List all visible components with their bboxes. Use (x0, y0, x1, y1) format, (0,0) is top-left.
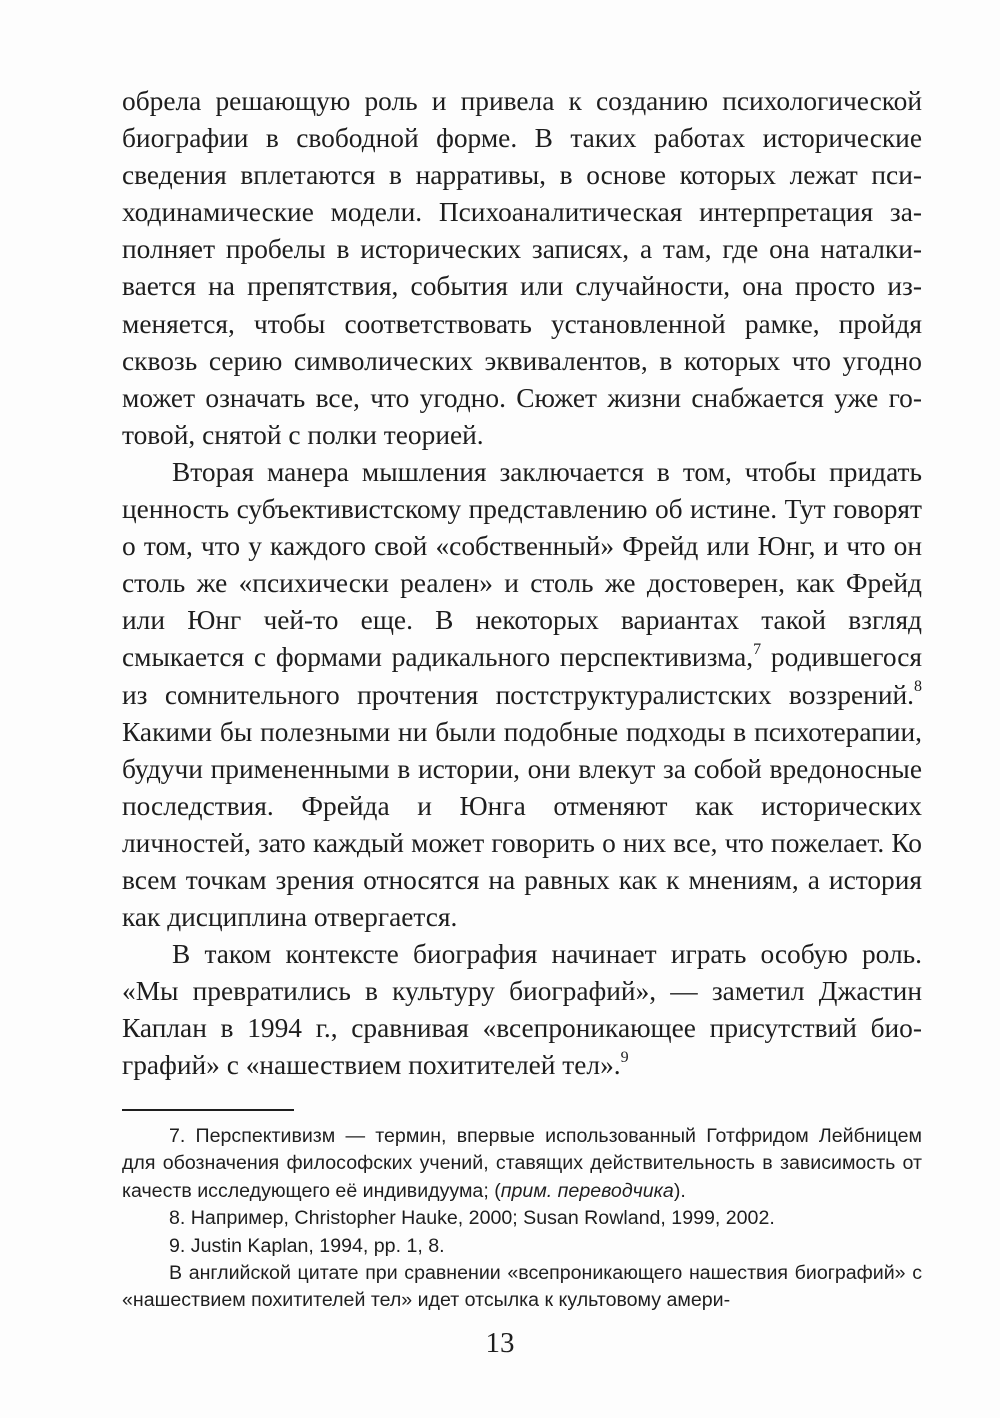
footnote-ref-8[interactable]: 8 (914, 678, 922, 696)
footnote-8: 8. Например, Christopher Hauke, 2000; Susan Rowland, 1999, 2002. (169, 1207, 775, 1230)
page-number: 13 (485, 1327, 515, 1359)
footnote-ref-9[interactable]: 9 (620, 1049, 629, 1067)
footnote-7-text: 7. Перспективизм — термин, впервые использованный Готфридом Лейбницем для обозначения философских учений, ставящих действительность в зависимость от качеств исследующего её индивидуума; ( (122, 1125, 922, 1202)
paragraph-2-part-a: Вторая манера мышления заключается в том, чтобы придать ценность субъективистскому представлению об истине. Тут говорят о том, что у каждого свой «собственный» Фрейд или Юнг, и что он столь же «психически реален» и столь же достоверен, как Фрейд или Юнг чей-то еще. В некоторых вариантах такой взгляд смыкается с формами радикального перспективизма, (122, 456, 922, 673)
paragraph-3-text: В таком контексте биография начинает играть особую роль. «Мы превратились в культуру биографий», — заметил Джастин Каплан в 1994 г., сравнивая «всепроникающее присутствий биографий» с «нашествием похитителей тел». (122, 939, 922, 1081)
footnote-ref-7[interactable]: 7 (753, 641, 762, 659)
footnote-7 (122, 1123, 922, 1205)
footnote-7-italic: прим. переводчика (500, 1179, 674, 1202)
footnote-9: 9. Justin Kaplan, 1994, pp. 1, 8. (169, 1234, 445, 1257)
paragraph-2-part-b: родившегося из сомнительного прочтения постструктуралистских воззрений. (122, 642, 922, 710)
paragraph-2 (122, 454, 922, 936)
paragraph-3 (122, 936, 922, 1084)
footnote-9-continuation: В английской цитате при сравнении «всепроникающего нашествия биографий» с «нашествием похитителей тел» идет отсылка к культовому амери- (122, 1262, 922, 1312)
paragraph-1: обрела решающую роль и привела к созданию психологической биографии в свободной форме. В таких работах исторические сведения вплетаются в нарративы, в основе которых лежат психодинамические модели. Психоаналитическая интерпретация заполняет пробелы в исторических записях, а там, где она наталкивается на препятствия, события или случайности, она просто изменяется, чтобы соответствовать установленной рамке, пройдя сквозь серию символических эквивалентов, в которых что угодно может означать все, что угодно. Сюжет жизни снабжается уже готовой, снятой с полки теорией. (122, 86, 922, 450)
main-text (122, 83, 922, 1085)
footnotes (122, 1123, 922, 1315)
footnote-separator (122, 1109, 294, 1111)
paragraph-2-part-c: Какими бы полезными ни были подобные подходы в психотерапии, будучи примененными в истории, они влекут за собой вредоносные последствия. Фрейда и Юнга отменяют как исторических личностей, зато каждый может говорить о них все, что пожелает. Ко всем точкам зрения относятся на равных как к мнениям, а история как дисциплина отвергается. (122, 716, 922, 933)
footnote-7-end: ). (673, 1179, 686, 1202)
